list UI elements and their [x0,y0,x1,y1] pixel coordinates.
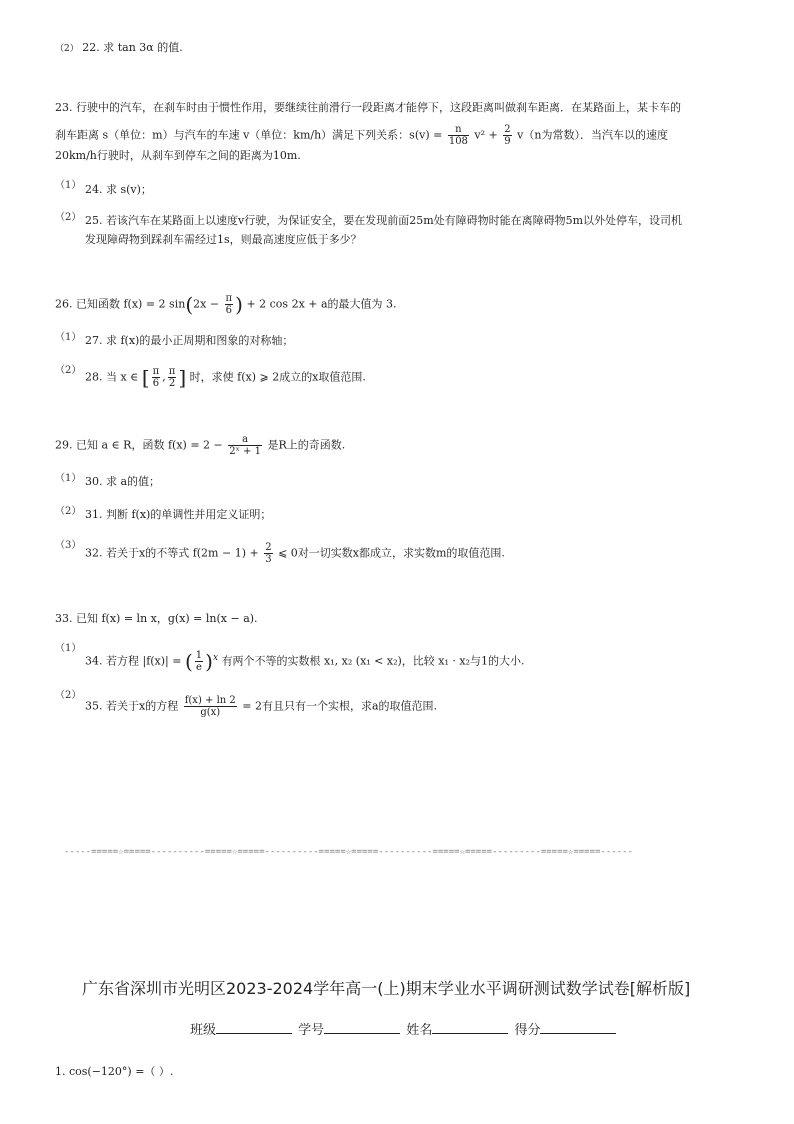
fraction-1-e [195,650,203,673]
question-24: 24. 求 s(v)； [85,183,152,196]
frac-den: 108 [448,136,468,147]
exam-title: 广东省深圳市光明区2023-2024学年高一(上)期末学业水平调研测试数学试卷[解析版] [82,979,691,998]
part-label: （3） [55,540,82,551]
open-bracket: [ [141,365,150,390]
part-label: （1） [55,643,82,654]
fraction-pi-6 [225,293,234,316]
q23-text-b: v（n为常数）．当汽车以的速度 [517,128,668,142]
question-29 [55,434,345,457]
question-25-line1: 25. 若该汽车在某路面上以速度v行驶，为保证安全，要在发现前面25m处有障碍物时能在离障碍物5m以外处停车，设司机 [85,214,683,227]
close-bracket: ] [178,365,187,390]
question-23-line1: 23. 行驶中的汽车，在刹车时由于惯性作用，要继续往前滑行一段距离才能停下，这段距离叫做刹车距离．在某路面上，某卡车的 [55,101,681,114]
frac-num: 2 [265,542,272,553]
student-info-fields [190,1019,618,1038]
q28-text-a: 28. 当 x ∈ [85,370,139,384]
q23-mid: v² + [474,128,498,142]
q35-text-b: = 2有且只有一个实根，求a的取值范围. [242,699,438,713]
question-23-line3: 20km/h行驶时，从刹车到停车之间的距离为10m. [55,149,301,162]
frac-num: 1 [195,650,203,662]
question-31: 31. 判断 f(x)的单调性并用定义证明； [85,508,272,521]
open-paren: ( [185,292,194,317]
frac-den: 6 [225,305,233,316]
fraction-pi-6 [152,366,161,389]
part-label: （2） [55,690,82,701]
student-id-blank[interactable] [324,1021,400,1034]
q29-text-a: 29. 已知 a ∈ R，函数 f(x) = 2 − [55,438,223,452]
frac-num: π [168,366,176,377]
exponent: x [212,653,219,663]
frac-den: 9 [504,136,511,147]
frac-den: 2 [168,378,176,389]
class-blank[interactable] [216,1021,292,1034]
question-27: 27. 求 f(x)的最小正周期和图象的对称轴； [85,334,294,347]
question-35 [85,695,437,718]
frac-num: f(x) + ln 2 [184,695,236,706]
question-32 [85,542,505,565]
name-label: 姓名 [406,1023,433,1038]
frac-num: 2 [504,124,511,135]
frac-den: g(x) [200,707,221,718]
q32-text-a: 32. 若关于x的不等式 f(2m − 1) + [85,546,259,560]
name-blank[interactable] [432,1021,508,1034]
question-26 [55,293,397,316]
question-25-line2: 发现障碍物到踩刹车需经过1s，则最高速度应低于多少？ [85,233,362,246]
q26-text-a: 26. 已知函数 f(x) = 2 sin [55,297,186,311]
question-34 [85,650,525,673]
question-33: 33. 已知 f(x) = ln x，g(x) = ln(x − a). [55,612,258,625]
frac-den: 2ˣ + 1 [229,446,261,457]
close-paren: ) [205,649,213,674]
class-label: 班级 [190,1023,217,1038]
student-id-label: 学号 [298,1023,325,1038]
frac-num: a [228,434,262,446]
q32-text-b: ⩽ 0对一切实数x都成立，求实数m的取值范围. [278,546,505,560]
q23-text-a: 刹车距离 s（单位：m）与汽车的车速 v（单位：km/h）满足下列关系：s(v) = [55,128,443,142]
q26-text-c: + 2 cos 2x + a的最大值为 3. [246,297,397,311]
page-divider: -----=====☆=====----------=====☆=====----------=====☆=====----------=====☆=====---------=====☆=====------ [64,847,633,857]
question-22: 22. 求 tan 3α 的值. [82,41,183,54]
frac-den: 6 [152,378,160,389]
part-label: （1） [55,332,82,343]
part-label: （2） [55,44,79,54]
frac-den: e [196,662,202,674]
part-label: （2） [55,506,82,517]
part-label: （2） [55,365,82,376]
question-1: 1. cos(−120°) =（ ）. [55,1065,174,1078]
q26-text-b: 2x − [193,297,220,311]
fraction-n-108 [448,124,469,147]
frac-num: π [152,366,160,377]
frac-den: 3 [265,554,272,565]
q28-text-b: 时，求使 f(x) ⩾ 2成立的x取值范围. [189,370,366,384]
question-23-line2 [55,124,668,147]
part-label: （2） [55,212,82,223]
part-label: （1） [55,180,82,191]
frac-num: π [225,293,233,304]
question-28: 28. 当 x ∈ [ $\frac{\pi}{6}$ , $\frac{\pi}{2}$ ] 时，求使 f(x) ⩾ 2成立的x取值范围. [85,365,366,390]
fraction-a-2x1 [228,434,262,457]
score-blank[interactable] [540,1021,616,1034]
fraction-2-9 [503,124,511,147]
part-label: （1） [55,473,82,484]
open-paren: ( [184,649,193,674]
q34-text-b: 有两个不等的实数根 x₁, x₂ (x₁ < x₂)，比较 x₁ · x₂与1的大小. [221,654,525,668]
part-22 [55,40,183,57]
frac-num: n [448,124,469,136]
q34-text-a: 34. 若方程 |f(x)| = [85,654,182,668]
q29-text-b: 是R上的奇函数. [267,438,346,452]
fraction-2-3 [264,542,272,565]
question-30: 30. 求 a的值； [85,475,161,488]
fraction-pi-2 [168,366,177,389]
q35-text-a: 35. 若关于x的方程 [85,699,179,713]
fraction-f-ln2-g [184,695,237,718]
close-paren: ) [235,292,243,317]
score-label: 得分 [514,1023,541,1038]
